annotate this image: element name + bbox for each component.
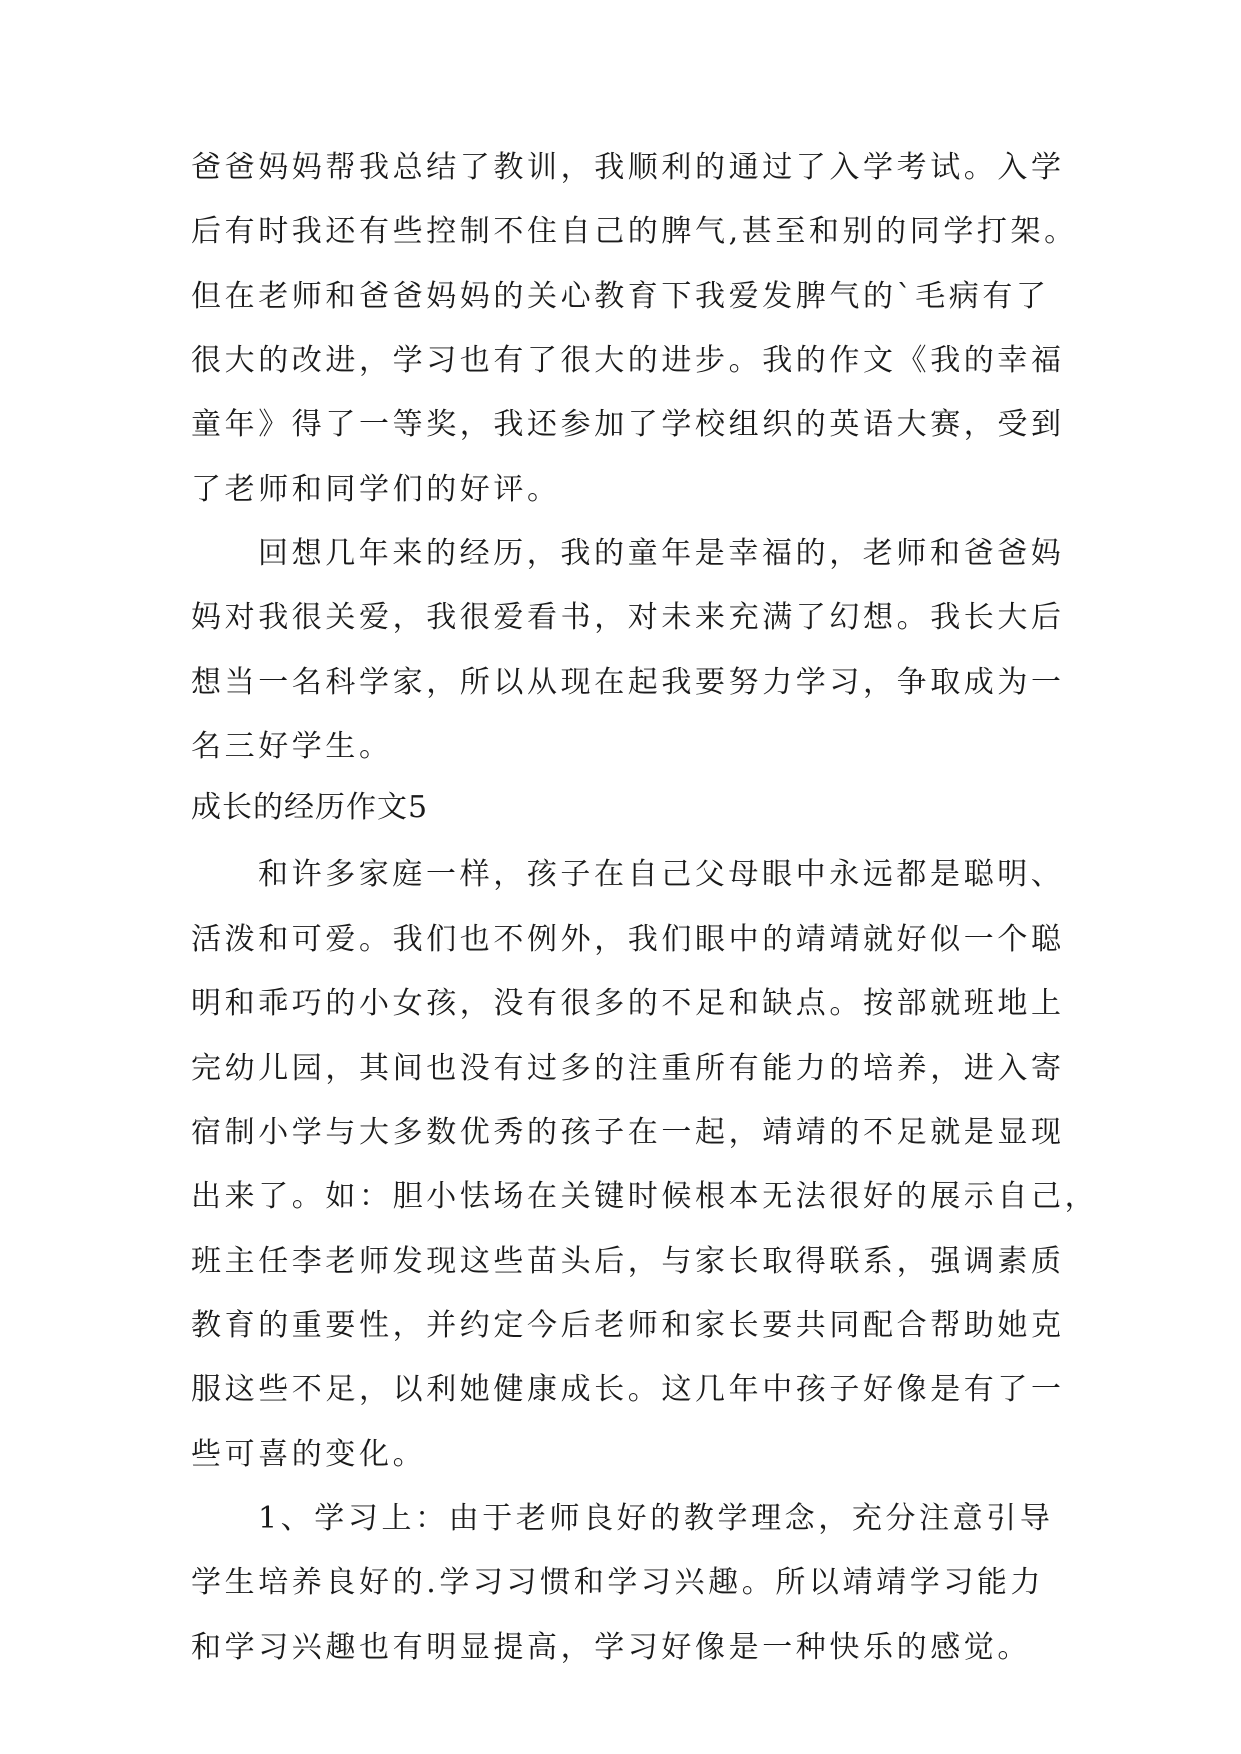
paragraph-1-line-5: 童年》得了一等奖，我还参加了学校组织的英语大赛，受到 [191, 407, 1065, 442]
paragraph-3-line-10: 些可喜的变化。 [191, 1437, 427, 1472]
paragraph-3-line-4: 完幼儿园，其间也没有过多的注重所有能力的培养，进入寄 [191, 1051, 1065, 1086]
paragraph-2-line-3: 想当一名科学家，所以从现在起我要努力学习，争取成为一 [191, 665, 1065, 700]
paragraph-2-line-4: 名三好学生。 [191, 729, 393, 764]
paragraph-2-line-2: 妈对我很关爱，我很爱看书，对未来充满了幻想。我长大后 [191, 600, 1065, 635]
paragraph-3-line-5: 宿制小学与大多数优秀的孩子在一起，靖靖的不足就是显现 [191, 1115, 1065, 1150]
paragraph-3-line-9: 服这些不足，以利她健康成长。这几年中孩子好像是有了一 [191, 1372, 1065, 1407]
paragraph-3-line-6: 出来了。如：胆小怯场在关键时候根本无法很好的展示自己， [191, 1179, 1099, 1214]
paragraph-4-line-2: 学生培养良好的.学习习惯和学习兴趣。所以靖靖学习能力 [191, 1565, 1045, 1600]
paragraph-4-line-3: 和学习兴趣也有明显提高，学习好像是一种快乐的感觉。 [191, 1630, 1031, 1665]
paragraph-3-line-1: 和许多家庭一样，孩子在自己父母眼中永远都是聪明、 [258, 857, 1065, 892]
paragraph-1-line-1: 爸爸妈妈帮我总结了教训，我顺利的通过了入学考试。入学 [191, 150, 1065, 185]
paragraph-3-line-3: 明和乖巧的小女孩，没有很多的不足和缺点。按部就班地上 [191, 986, 1065, 1021]
section-title: 成长的经历作文5 [191, 790, 429, 825]
paragraph-3-line-2: 活泼和可爱。我们也不例外，我们眼中的靖靖就好似一个聪 [191, 922, 1065, 957]
paragraph-4-line-1: 1、学习上：由于老师良好的教学理念，充分注意引导 [258, 1501, 1054, 1536]
paragraph-1-line-3: 但在老师和爸爸妈妈的关心教育下我爱发脾气的`毛病有了 [191, 279, 1050, 314]
paragraph-1-line-4: 很大的改进，学习也有了很大的进步。我的作文《我的幸福 [191, 343, 1065, 378]
paragraph-1-line-6: 了老师和同学们的好评。 [191, 472, 561, 507]
paragraph-3-line-8: 教育的重要性，并约定今后老师和家长要共同配合帮助她克 [191, 1308, 1065, 1343]
paragraph-3-line-7: 班主任李老师发现这些苗头后，与家长取得联系，强调素质 [191, 1244, 1065, 1279]
paragraph-1-line-2: 后有时我还有些控制不住自己的脾气,甚至和别的同学打架。 [191, 214, 1078, 249]
paragraph-2-line-1: 回想几年来的经历，我的童年是幸福的，老师和爸爸妈 [258, 536, 1065, 571]
